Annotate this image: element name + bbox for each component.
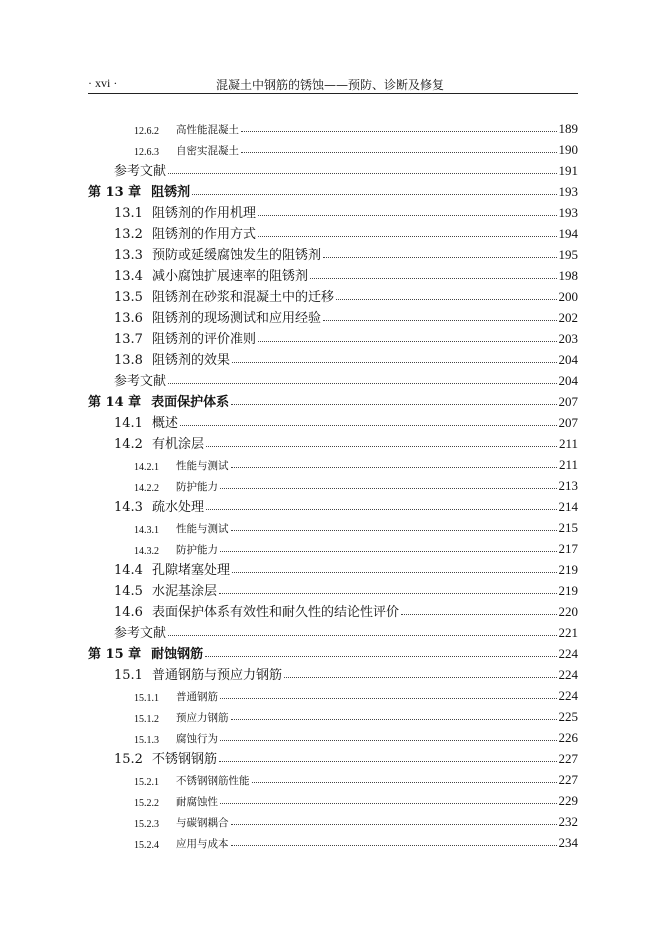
toc-entry-page: 224 [558,646,578,661]
toc-entry-page: 227 [558,751,578,766]
toc-entry-title: 性能与测试 [176,460,229,472]
toc-entry[interactable] [88,431,578,452]
dot-leader [168,172,556,174]
dot-leader [220,802,557,804]
table-of-contents [88,116,578,851]
toc-entry[interactable] [88,746,578,767]
toc-entry[interactable] [88,767,578,788]
dot-leader [168,634,556,636]
toc-entry-title: 概述 [152,416,179,431]
toc-entry[interactable] [88,704,578,725]
toc-entry-page: 224 [558,667,578,682]
toc-entry-page: 191 [558,163,578,178]
dot-leader [219,592,556,594]
dot-leader [231,718,557,720]
toc-entry-title: 表面保护体系有效性和耐久性的结论性评价 [152,605,400,620]
toc-entry-number: 12.6.2 [134,126,159,137]
toc-entry-title: 腐蚀行为 [176,733,218,745]
toc-entry-number: 13.8 [114,353,143,368]
toc-entry-number: 15.1.2 [134,714,159,725]
toc-entry[interactable] [88,536,578,557]
toc-entry-title: 防护能力 [176,481,218,493]
dot-leader [220,697,557,699]
toc-entry-page: 224 [558,688,578,703]
toc-entry-page: 226 [558,730,578,745]
toc-entry[interactable] [88,242,578,263]
toc-entry-number: 第 14 章 [88,395,142,410]
toc-entry-number: 12.6.3 [134,147,159,158]
toc-entry-page: 221 [558,625,578,640]
toc-entry-number: 14.4 [114,563,143,578]
dot-leader [232,571,556,573]
toc-entry-number: 14.2.1 [134,462,159,473]
toc-entry[interactable] [88,494,578,515]
toc-entry-number: 14.3.2 [134,546,159,557]
toc-entry-page: 190 [558,142,578,157]
dot-leader [220,550,557,552]
toc-entry-page: 198 [558,268,578,283]
toc-entry-page: 204 [558,373,578,388]
toc-entry[interactable] [88,830,578,851]
dot-leader [258,235,556,237]
toc-entry-page: 227 [558,772,578,787]
toc-entry-title: 耐蚀钢筋 [151,647,204,662]
dot-leader [220,739,557,741]
toc-entry-number: 15.1.3 [134,735,159,746]
dot-leader [241,151,557,153]
toc-entry-number: 第 15 章 [88,647,142,662]
toc-entry-page: 213 [558,478,578,493]
dot-leader [205,655,556,657]
toc-entry-title: 参考文献 [114,626,167,641]
toc-entry-title: 孔隙堵塞处理 [152,563,231,578]
dot-leader [192,193,556,195]
toc-entry[interactable] [88,263,578,284]
toc-entry-title: 防护能力 [176,544,218,556]
toc-entry[interactable] [88,452,578,473]
dot-leader [232,361,556,363]
toc-entry-page: 234 [558,835,578,850]
toc-entry-page: 202 [558,310,578,325]
toc-entry[interactable] [88,368,578,389]
dot-leader [336,298,556,300]
toc-entry-number: 15.2.1 [134,777,159,788]
toc-entry[interactable] [88,599,578,620]
toc-entry-number: 14.2.2 [134,483,159,494]
toc-entry[interactable] [88,620,578,641]
dot-leader [206,508,556,510]
toc-entry[interactable] [88,515,578,536]
toc-entry-title: 阻锈剂的作用机理 [152,206,257,221]
toc-entry-page: 215 [558,520,578,535]
toc-entry[interactable] [88,473,578,494]
dot-leader [219,760,556,762]
toc-entry-title: 参考文献 [114,374,167,389]
toc-entry[interactable] [88,326,578,347]
toc-entry-number: 13.3 [114,248,143,263]
dot-leader [401,613,556,615]
toc-entry-number: 14.3.1 [134,525,159,536]
toc-entry-page: 225 [558,709,578,724]
toc-entry-page: 189 [558,121,578,136]
toc-entry-title: 普通钢筋 [176,691,218,703]
toc-entry-page: 207 [558,394,578,409]
toc-entry[interactable] [88,284,578,305]
toc-entry-number: 13.7 [114,332,143,347]
toc-entry[interactable] [88,137,578,158]
toc-entry-page: 219 [558,562,578,577]
toc-entry[interactable] [88,578,578,599]
toc-entry-title: 不锈钢钢筋 [152,752,218,767]
toc-entry-title: 阻锈剂的现场测试和应用经验 [152,311,322,326]
toc-entry[interactable] [88,179,578,200]
toc-entry-page: 232 [558,814,578,829]
toc-entry-number: 13.6 [114,311,143,326]
toc-entry-title: 预防或延缓腐蚀发生的阻锈剂 [152,248,322,263]
toc-entry-title: 表面保护体系 [151,395,230,410]
toc-entry[interactable] [88,557,578,578]
toc-entry-title: 阻锈剂的作用方式 [152,227,257,242]
toc-entry[interactable] [88,116,578,137]
dot-leader [206,445,557,447]
toc-entry[interactable] [88,305,578,326]
toc-entry[interactable] [88,389,578,410]
toc-entry-title: 参考文献 [114,164,167,179]
toc-entry-title: 有机涂层 [152,437,205,452]
dot-leader [231,466,557,468]
toc-entry-page: 193 [558,205,578,220]
toc-entry-number: 15.2.2 [134,798,159,809]
toc-entry-number: 14.2 [114,437,143,452]
dot-leader [168,382,556,384]
toc-entry[interactable] [88,788,578,809]
toc-entry-number: 14.1 [114,416,143,431]
toc-entry-title: 预应力钢筋 [176,712,229,724]
dot-leader [231,403,556,405]
toc-entry-page: 211 [558,436,578,451]
dot-leader [231,844,557,846]
toc-entry-title: 自密实混凝土 [176,145,239,157]
dot-leader [323,319,556,321]
toc-entry-title: 普通钢筋与预应力钢筋 [152,668,283,683]
toc-entry-page: 195 [558,247,578,262]
toc-entry-number: 15.1.1 [134,693,159,704]
toc-entry-title: 阻锈剂的效果 [152,353,231,368]
toc-entry[interactable] [88,641,578,662]
toc-entry-page: 193 [558,184,578,199]
toc-entry-page: 200 [558,289,578,304]
toc-entry-number: 14.6 [114,605,143,620]
toc-entry-title: 疏水处理 [152,500,205,515]
dot-leader [258,214,556,216]
dot-leader [220,487,557,489]
toc-entry-number: 13.4 [114,269,143,284]
toc-entry-page: 220 [558,604,578,619]
toc-entry[interactable] [88,410,578,431]
dot-leader [252,781,557,783]
toc-entry[interactable] [88,221,578,242]
dot-leader [180,424,556,426]
dot-leader [284,676,556,678]
toc-entry-page: 204 [558,352,578,367]
dot-leader [323,256,556,258]
toc-entry-title: 与碳钢耦合 [176,817,229,829]
toc-entry[interactable] [88,662,578,683]
toc-entry-title: 阻锈剂 [151,185,191,200]
toc-entry[interactable] [88,347,578,368]
page-number: · xvi · [88,76,118,90]
dot-leader [241,130,557,132]
toc-entry-number: 15.2.3 [134,819,159,830]
toc-entry-page: 217 [558,541,578,556]
toc-entry-number: 13.5 [114,290,143,305]
toc-entry-page: 194 [558,226,578,241]
toc-entry[interactable] [88,200,578,221]
running-header [88,73,578,94]
toc-entry-title: 阻锈剂在砂浆和混凝土中的迁移 [152,290,335,305]
toc-entry-title: 阻锈剂的评价准则 [152,332,257,347]
toc-entry-page: 219 [558,583,578,598]
toc-entry-number: 14.5 [114,584,143,599]
toc-entry-number: 14.3 [114,500,143,515]
toc-entry[interactable] [88,683,578,704]
toc-entry[interactable] [88,725,578,746]
toc-entry-title: 应用与成本 [176,838,229,850]
toc-entry[interactable] [88,158,578,179]
dot-leader [310,277,556,279]
toc-entry-title: 耐腐蚀性 [176,796,218,808]
toc-entry-page: 214 [558,499,578,514]
toc-entry-title: 水泥基涂层 [152,584,218,599]
toc-entry-title: 性能与测试 [176,523,229,535]
toc-entry-title: 减小腐蚀扩展速率的阻锈剂 [152,269,309,284]
toc-entry-title: 不锈钢钢筋性能 [176,775,250,787]
toc-entry-number: 15.1 [114,668,143,683]
toc-entry-page: 229 [558,793,578,808]
dot-leader [231,529,557,531]
toc-entry-page: 203 [558,331,578,346]
book-title: 混凝土中钢筋的锈蚀——预防、诊断及修复 [216,78,445,92]
toc-entry-title: 高性能混凝土 [176,124,239,136]
toc-entry-number: 15.2.4 [134,840,159,851]
toc-entry[interactable] [88,809,578,830]
toc-entry-page: 211 [558,457,578,472]
toc-entry-page: 207 [558,415,578,430]
dot-leader [258,340,556,342]
toc-entry-number: 13.1 [114,206,143,221]
toc-entry-number: 第 13 章 [88,185,142,200]
toc-entry-number: 13.2 [114,227,143,242]
dot-leader [231,823,557,825]
toc-entry-number: 15.2 [114,752,143,767]
